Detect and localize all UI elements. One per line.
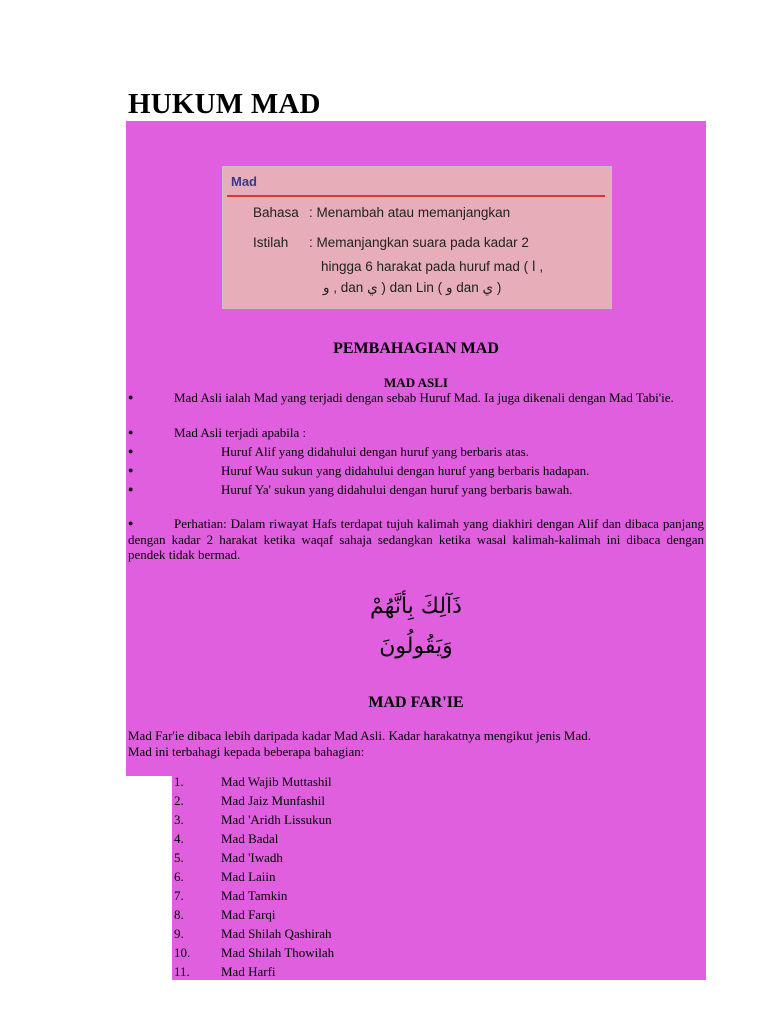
definition-box: [222, 166, 612, 309]
list-item: [174, 810, 332, 829]
list-item-label: Mad Farqi: [221, 907, 276, 922]
list-item-label: Mad Laiin: [221, 869, 276, 884]
page-title: HUKUM MAD: [128, 88, 321, 120]
istilah-line-2: hingga 6 harakat pada huruf mad ( ا ,: [321, 259, 544, 274]
mad-asli-heading: MAD ASLI: [384, 375, 448, 390]
farie-description: Mad Far'ie dibaca lebih daripada kadar Mad Asli. Kadar harakatnya mengikut jenis Mad.: [128, 728, 591, 743]
list-item-label: Mad Badal: [221, 831, 279, 846]
list-item: [174, 829, 278, 848]
bullet-item: [128, 390, 704, 422]
farie-subtitle: Mad ini terbahagi kepada beberapa bahagian:: [128, 744, 365, 759]
bullet-text: Huruf Ya' sukun yang didahului dengan huruf yang berbaris bawah.: [221, 482, 573, 497]
bullet-icon: ●: [128, 446, 134, 456]
istilah-line-1: : Memanjangkan suara pada kadar 2: [309, 235, 529, 250]
list-item-number: 2.: [174, 793, 184, 808]
list-item-number: 3.: [174, 812, 184, 827]
list-item-number: 9.: [174, 926, 184, 941]
note-item: [128, 516, 704, 564]
bullet-icon: ●: [128, 427, 134, 437]
list-item-label: Mad Wajib Muttashil: [221, 774, 332, 789]
list-item: [174, 962, 276, 981]
bullet-item: [128, 425, 704, 440]
list-item: [174, 886, 287, 905]
bullet-icon: ●: [128, 465, 134, 475]
bullet-text: Huruf Wau sukun yang didahului dengan huruf yang berbaris hadapan.: [221, 463, 590, 478]
bullet-icon: ●: [128, 392, 134, 402]
bullet-item: [128, 463, 704, 478]
list-item: [174, 924, 331, 943]
bullet-item: [128, 482, 704, 497]
bullet-item: [128, 444, 704, 459]
list-item-number: 7.: [174, 888, 184, 903]
bullet-icon: ●: [128, 484, 134, 494]
list-item: [174, 867, 276, 886]
bullet-text: Mad Asli ialah Mad yang terjadi dengan sebab Huruf Mad. Ia juga dikenali dengan Mad Tabi'ie.: [174, 390, 674, 405]
mad-farie-heading: MAD FAR'IE: [368, 694, 464, 711]
list-item: [174, 848, 283, 867]
pembahagian-heading: PEMBAHAGIAN MAD: [333, 340, 499, 357]
list-item-number: 5.: [174, 850, 184, 865]
istilah-line-3: و , dan ي ) dan Lin ( و dan ي ): [323, 280, 502, 295]
definition-divider: [227, 195, 605, 197]
list-item-label: Mad 'Iwadh: [221, 850, 283, 865]
bahasa-label: Bahasa: [253, 205, 299, 220]
list-item-number: 4.: [174, 831, 184, 846]
bullet-icon: ●: [128, 518, 134, 528]
arabic-example-1: ذَآلِكَ بِأنَّهُمْ: [370, 594, 462, 619]
list-item-label: Mad Harfi: [221, 964, 276, 979]
list-item-label: Mad Tamkin: [221, 888, 288, 903]
list-item-number: 6.: [174, 869, 184, 884]
list-item: [174, 772, 332, 791]
list-item-label: Mad Shilah Thowilah: [221, 945, 335, 960]
definition-heading: Mad: [231, 174, 257, 189]
list-item-label: Mad Jaiz Munfashil: [221, 793, 325, 808]
istilah-label: Istilah: [253, 235, 289, 250]
arabic-example-2: وَيَقُولُونَ: [379, 634, 453, 659]
list-item-label: Mad Shilah Qashirah: [221, 926, 332, 941]
list-item: [174, 791, 325, 810]
list-item-number: 1.: [174, 774, 184, 789]
list-item: [174, 905, 276, 924]
bullet-text: Huruf Alif yang didahului dengan huruf yang berbaris atas.: [221, 444, 529, 459]
note-text: Perhatian: Dalam riwayat Hafs terdapat tujuh kalimah yang diakhiri dengan Alif dan dibaca panjang dengan kadar 2 harakat ketika waqaf sahaja sedangkan ketika wasal kalimah-kalimah ini dibaca dengan pendek tidak bermad.: [128, 516, 704, 562]
list-item: [174, 943, 334, 962]
bahasa-text: : Menambah atau memanjangkan: [309, 205, 511, 220]
list-item-number: 11.: [174, 964, 190, 979]
bullet-text: Mad Asli terjadi apabila :: [174, 425, 307, 440]
list-item-label: Mad 'Aridh Lissukun: [221, 812, 332, 827]
list-item-number: 8.: [174, 907, 184, 922]
list-item-number: 10.: [174, 945, 191, 960]
